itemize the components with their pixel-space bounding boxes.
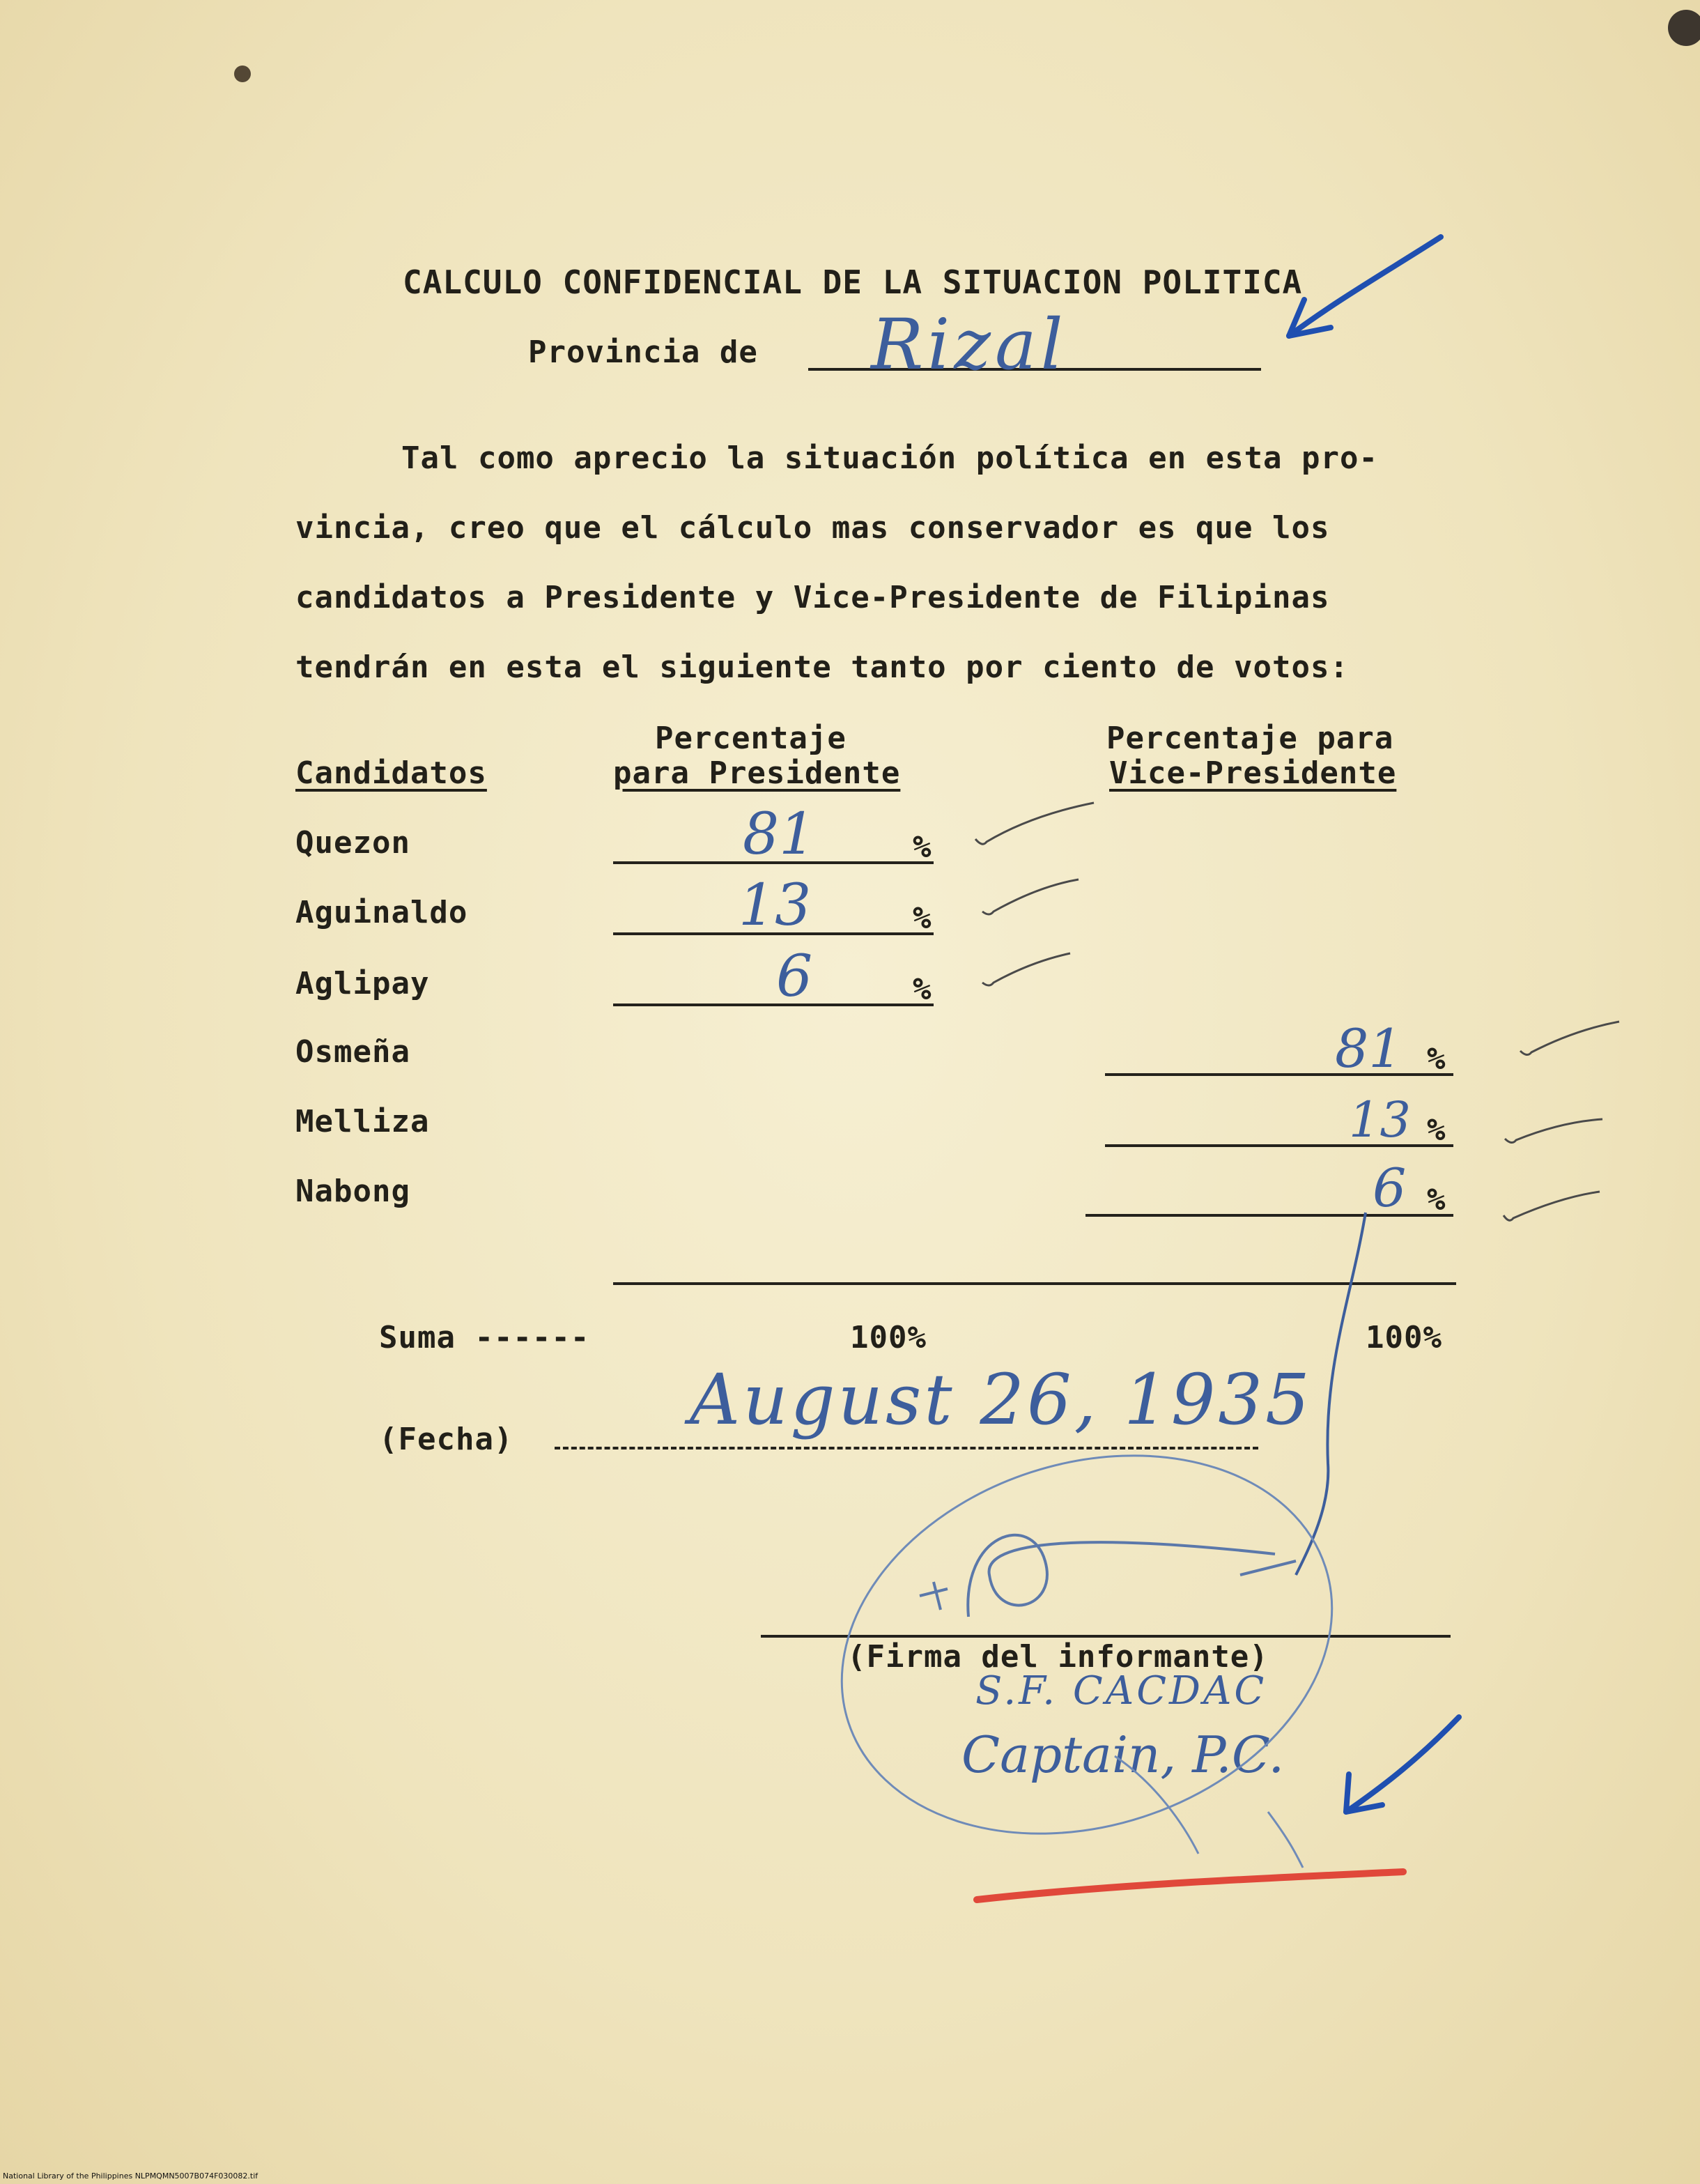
check-mark	[975, 803, 1094, 844]
candidate-name: Osmeña	[295, 1034, 410, 1070]
body-line-3: candidatos a Presidente y Vice-Presidente de Filipinas	[295, 580, 1330, 615]
header-president-line1: Percentaje	[655, 721, 847, 756]
ink-stain	[234, 66, 251, 82]
blue-arrow-head	[1289, 300, 1331, 336]
candidate-name: Quezon	[295, 825, 410, 861]
president-percent-value: 81	[743, 801, 816, 868]
blue-arrow-head	[1346, 1774, 1382, 1812]
percent-sign: %	[1427, 1112, 1446, 1148]
vice-percent-value: 81	[1335, 1017, 1402, 1079]
president-percent-value: 13	[739, 872, 812, 939]
blue-arrow-mark	[1346, 1717, 1459, 1812]
percent-sign: %	[1427, 1182, 1446, 1217]
date-value: August 26, 1935	[690, 1359, 1313, 1440]
vice-percent-value: 6	[1373, 1157, 1407, 1219]
signer-name: S.F. CACDAC	[975, 1668, 1267, 1714]
header-president-line2: para Presidente	[613, 755, 901, 791]
signer-title: Captain, P.C.	[961, 1725, 1285, 1784]
sum-rule	[613, 1282, 1456, 1285]
body-line-4: tendrán en esta el siguiente tanto por ciento de votos:	[295, 649, 1349, 685]
sum-label: Suma ------	[379, 1320, 590, 1355]
province-value: Rizal	[871, 304, 1067, 385]
header-vice-line2: Vice-Presidente	[1109, 755, 1397, 791]
red-pencil-underline	[977, 1872, 1403, 1900]
percent-sign: %	[913, 971, 932, 1007]
date-dashed-line	[555, 1447, 1258, 1449]
percent-sign: %	[913, 900, 932, 936]
date-label: (Fecha)	[379, 1422, 513, 1457]
check-mark	[982, 953, 1070, 985]
candidate-name: Melliza	[295, 1104, 430, 1139]
signature-line	[761, 1635, 1451, 1638]
ink-stain	[1668, 10, 1700, 46]
signature-scribble	[920, 1535, 1296, 1617]
document-title: CALCULO CONFIDENCIAL DE LA SITUACION POLITICA	[403, 263, 1303, 301]
province-label: Provincia de	[528, 334, 758, 370]
check-mark	[982, 879, 1079, 914]
sum-president: 100%	[850, 1320, 927, 1355]
president-percent-value: 6	[776, 944, 813, 1010]
candidate-name: Aglipay	[295, 966, 430, 1001]
header-candidates: Candidatos	[295, 755, 487, 791]
check-mark	[1520, 1022, 1619, 1055]
president-percent-line	[613, 1003, 934, 1006]
vice-percent-value: 13	[1349, 1091, 1412, 1148]
body-line-1: Tal como aprecio la situación política en esta pro-	[401, 440, 1379, 476]
blue-arrow-mark	[1289, 237, 1441, 336]
signature-label: (Firma del informante)	[847, 1639, 1269, 1675]
body-line-2: vincia, creo que el cálculo mas conservador es que los	[295, 510, 1330, 546]
sum-vice: 100%	[1366, 1320, 1442, 1355]
candidate-name: Aguinaldo	[295, 895, 468, 930]
candidate-name: Nabong	[295, 1174, 410, 1209]
percent-sign: %	[1427, 1041, 1446, 1077]
percent-sign: %	[913, 829, 932, 865]
header-vice-line1: Percentaje para	[1106, 721, 1394, 756]
check-mark	[1505, 1119, 1602, 1143]
check-mark	[1504, 1192, 1600, 1220]
archive-footer: National Library of the Philippines NLPMQMN5007B074F030082.tif	[3, 2171, 258, 2181]
